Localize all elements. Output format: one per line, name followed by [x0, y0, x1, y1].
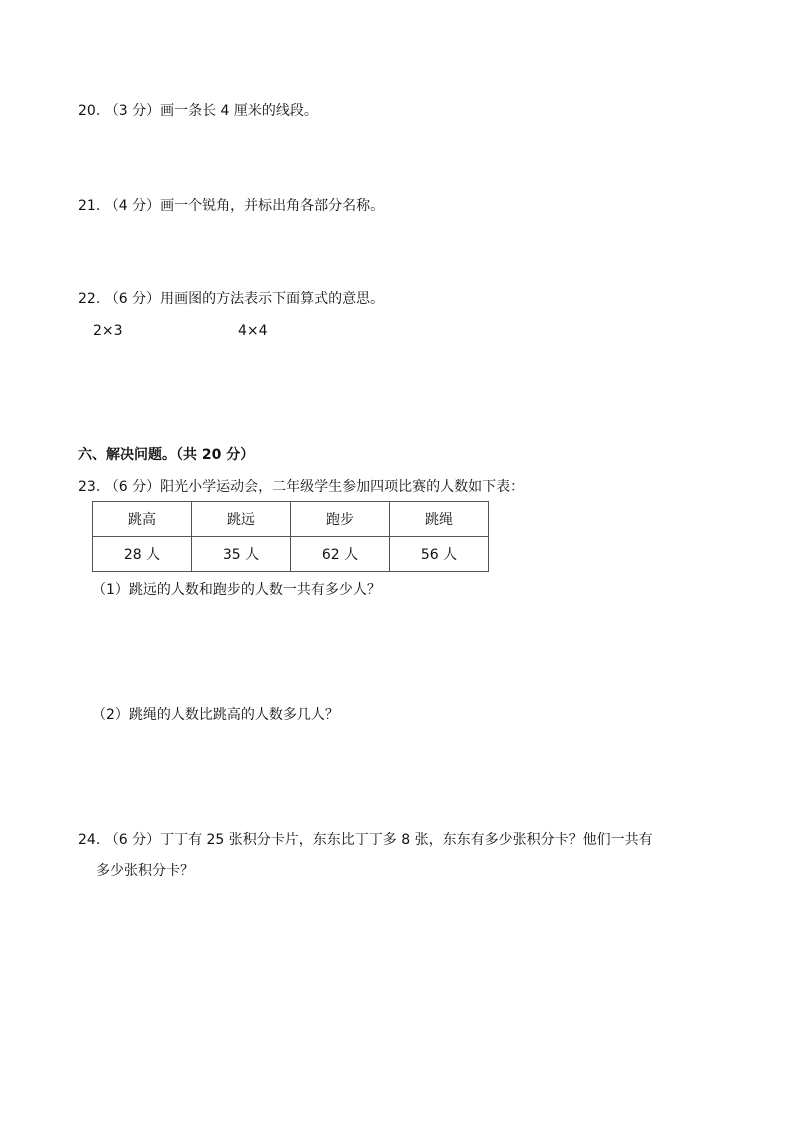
- question-24-line-2: 多少张积分卡？: [96, 863, 194, 879]
- question-20: 20. （3 分）画一条长 4 厘米的线段。: [78, 103, 318, 119]
- table-cell: 62 人: [291, 537, 390, 572]
- table-row: [93, 537, 489, 572]
- question-24-line-1: 24. （6 分）丁丁有 25 张积分卡片，东东比丁丁多 8 张，东东有多少张积分卡？他们一共有: [78, 832, 653, 848]
- table-header-cell: 跳高: [93, 502, 192, 537]
- table-cell: 35 人: [192, 537, 291, 572]
- expression-2x3: 2×3: [93, 323, 123, 339]
- table-header-cell: 跳远: [192, 502, 291, 537]
- table-header-cell: 跳绳: [390, 502, 489, 537]
- table-header-cell: 跑步: [291, 502, 390, 537]
- section-heading: 六、解决问题。（共 20 分）: [78, 447, 255, 463]
- question-23-sub-1: （1）跳远的人数和跑步的人数一共有多少人？: [92, 582, 381, 598]
- question-23-sub-2: （2）跳绳的人数比跳高的人数多几人？: [92, 707, 339, 723]
- question-22: 22. （6 分）用画图的方法表示下面算式的意思。: [78, 291, 385, 307]
- table-cell: 28 人: [93, 537, 192, 572]
- question-23: 23. （6 分）阳光小学运动会，二年级学生参加四项比赛的人数如下表：: [78, 479, 525, 495]
- competition-table: [92, 501, 489, 572]
- question-21: 21. （4 分）画一个锐角，并标出角各部分名称。: [78, 198, 385, 214]
- table-cell: 56 人: [390, 537, 489, 572]
- table-header-row: [93, 502, 489, 537]
- expression-4x4: 4×4: [238, 323, 268, 339]
